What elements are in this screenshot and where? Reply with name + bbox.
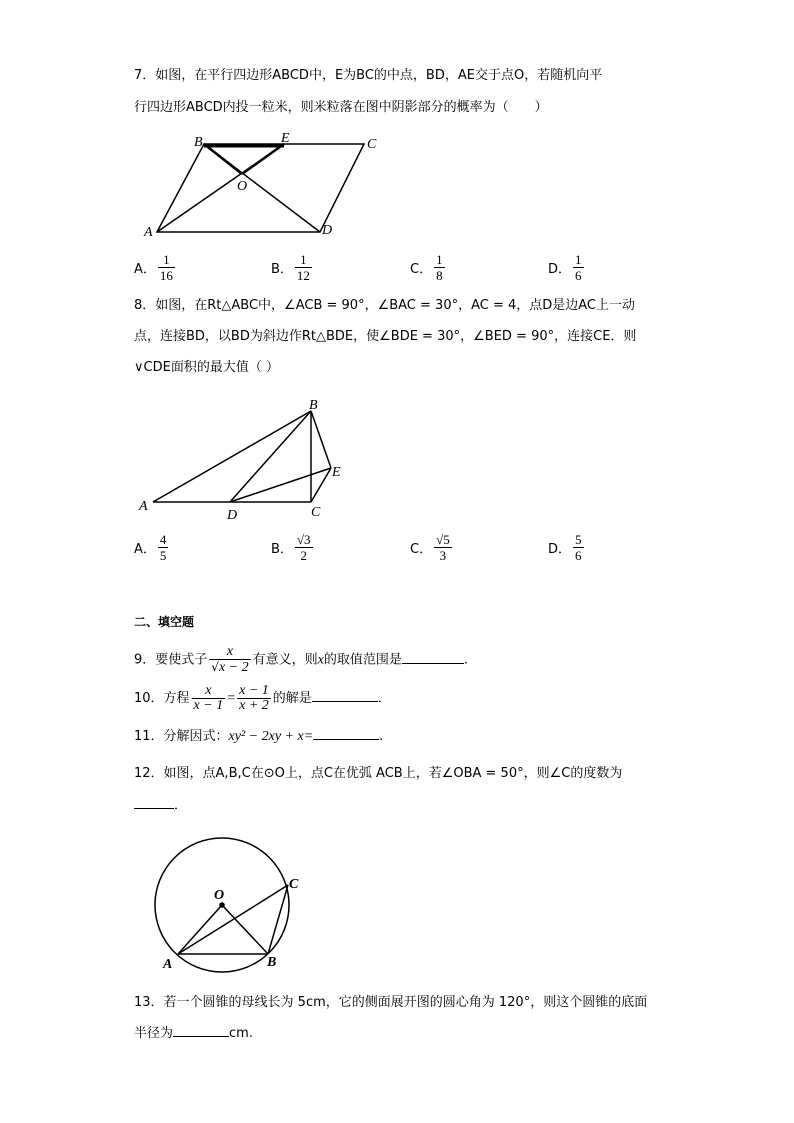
q7-choice-b[interactable]: B． $\frac{1}{12}$ bbox=[271, 252, 310, 283]
q8-text-line3: ∨CDE面积的最大值（ ） bbox=[134, 360, 279, 375]
q8-choice-b[interactable]: B． $\frac{√3}{2}$ bbox=[271, 532, 311, 563]
label-a: A bbox=[163, 957, 173, 972]
shaded-edge-eo bbox=[242, 144, 284, 174]
q11-line: 11．分解因式：xy² − 2xy + x= . bbox=[134, 729, 384, 744]
q8-choice-c[interactable]: C． $\frac{√5}{3}$ bbox=[410, 532, 450, 563]
q12-answer-blank[interactable] bbox=[134, 796, 174, 809]
q8-text-line1: 8．如图，在Rt△ABC中，∠ACB = 90°，∠BAC = 30°，AC = 4，点D是边AC上一动 bbox=[134, 298, 636, 313]
section-title: 二、填空题 bbox=[134, 615, 195, 629]
q8-triangle-figure bbox=[130, 395, 360, 525]
segment-oa bbox=[178, 905, 222, 954]
label-a: A bbox=[144, 225, 153, 240]
label-c: C bbox=[311, 505, 321, 520]
q10-answer-blank[interactable] bbox=[312, 689, 378, 702]
q13-line2: 半径为 cm. bbox=[134, 1026, 253, 1041]
q9-line: 9．要使式子 $\frac{x}{√x - 2}$ 有意义，则x的取值范围是 . bbox=[134, 644, 468, 675]
q10-line: 10．方程 $\frac{x}{x - 1}$ = $\frac{x - 1}{x + 2}$ 的解是 ． bbox=[134, 683, 391, 713]
q12-line2: ． bbox=[134, 796, 187, 816]
q8-choice-a[interactable]: A． $\frac{4}{5}$ bbox=[134, 532, 167, 563]
label-a: A bbox=[139, 499, 148, 514]
label-e: E bbox=[332, 465, 341, 480]
q7-choice-c[interactable]: C． $\frac{1}{8}$ bbox=[410, 252, 443, 283]
parallelogram-abcd bbox=[157, 144, 364, 232]
segment-be bbox=[311, 411, 331, 468]
label-b: B bbox=[194, 135, 203, 150]
label-d: D bbox=[227, 508, 238, 523]
q8-text-line2: 点，连接BD，以BD为斜边作Rt△BDE，使∠BDE = 30°，∠BED = 90°，连接CE．则 bbox=[134, 329, 637, 344]
q12-line1: 12．如图，点A,B,C在⊙O上，点C在优弧 ACB上，若∠OBA = 50°，则∠C的度数为 bbox=[134, 766, 623, 781]
q13-line1: 13．若一个圆锥的母线长为 5cm，它的侧面展开图的圆心角为 120°，则这个圆锥的底面 bbox=[134, 995, 648, 1010]
label-b: B bbox=[309, 398, 318, 413]
q9-answer-blank[interactable] bbox=[402, 651, 464, 664]
q7-choice-d[interactable]: D． $\frac{1}{6}$ bbox=[548, 252, 582, 283]
q7-parallelogram-figure bbox=[130, 128, 400, 243]
q9-fraction: $\frac{x}{√x - 2}$ bbox=[211, 644, 249, 675]
label-c: C bbox=[289, 877, 299, 892]
q8-choice-d[interactable]: D． $\frac{5}{6}$ bbox=[548, 532, 582, 563]
label-o: O bbox=[237, 179, 248, 194]
segment-ab bbox=[153, 411, 311, 502]
q7-text-line1: 7．如图，在平行四边形ABCD中，E为BC的中点，BD，AE交于点O，若随机向平 bbox=[134, 68, 603, 83]
q7-choice-a[interactable]: A． $\frac{1}{16}$ bbox=[134, 252, 173, 283]
label-c: C bbox=[367, 137, 377, 152]
q7-text-line2: 行四边形ABCD内投一粒米，则米粒落在图中阴影部分的概率为（ ） bbox=[134, 100, 548, 115]
q11-answer-blank[interactable] bbox=[313, 727, 379, 740]
shaded-edge-bo bbox=[204, 144, 242, 174]
q12-circle-figure bbox=[150, 830, 320, 975]
label-b: B bbox=[267, 955, 277, 970]
label-e: E bbox=[281, 131, 290, 146]
label-d: D bbox=[322, 223, 333, 238]
q13-answer-blank[interactable] bbox=[173, 1024, 229, 1037]
label-o: O bbox=[214, 888, 225, 903]
